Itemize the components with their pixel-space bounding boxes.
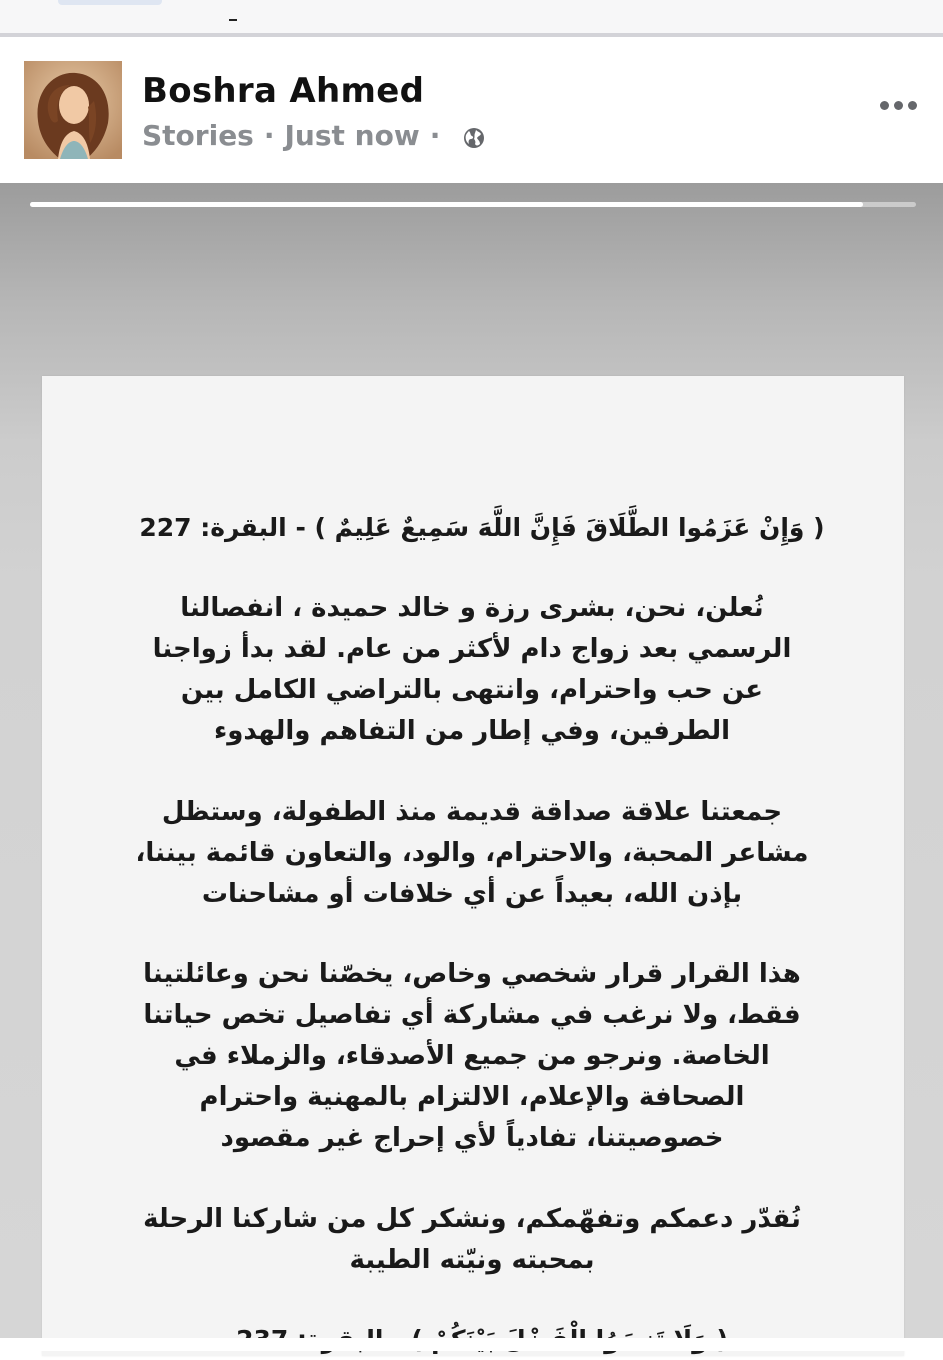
meta-separator: ·	[263, 119, 275, 152]
post-header	[0, 37, 943, 183]
statement-paragraph: هذا القرار قرار شخصي وخاص، يخصّنا نحن وعائلتينا فقط، ولا نرغب في مشاركة أي تفاصيل تخص حياتنا الخاصة. ونرجو من جميع الأصدقاء، والزملاء في الصحافة والإعلام، الالتزام بالمهنية واحترام خصوصيتنا، تفادياً لأي إحراج غير مقصود	[143, 959, 801, 1153]
story-viewer[interactable]	[0, 183, 943, 1338]
statement-paragraph: نُقدّر دعمكم وتفهّمكم، ونشكر كل من شاركنا الرحلة بمحبته ونيّته الطيبة	[143, 1204, 801, 1275]
meta-separator: ·	[429, 119, 441, 152]
post-time[interactable]: Just now	[284, 119, 420, 152]
more-dot	[908, 101, 917, 110]
bottom-edge	[0, 1338, 943, 1351]
statement-paragraph: نُعلن، نحن، بشرى رزة و خالد حميدة ، انفصالنا الرسمي بعد زواج دام لأكثر من عام. لقد بدأ زواجنا عن حب واحترام، وانتهى بالتراضي الكامل بين الطرفين، وفي إطار من التفاهم والهدوء	[152, 593, 792, 746]
story-progress-track	[30, 202, 916, 207]
more-options-button[interactable]	[880, 101, 917, 110]
status-strip	[0, 0, 943, 36]
globe-icon[interactable]	[462, 124, 486, 148]
statement-image	[42, 376, 904, 1356]
author-name[interactable]: Boshra Ahmed	[142, 71, 425, 111]
previous-post-edge	[58, 0, 162, 5]
more-dot	[894, 101, 903, 110]
statement-paragraph: جمعتنا علاقة صداقة قديمة منذ الطفولة، وستظل مشاعر المحبة، والاحترام، والود، والتعاون قائمة بيننا، بإذن الله، بعيداً عن أي خلافات أو مشاحنات	[135, 797, 809, 909]
avatar-photo-icon	[24, 61, 122, 159]
quran-verse: ( وَإِنْ عَزَمُوا الطَّلَاقَ فَإِنَّ اللَّهَ سَمِيعٌ عَلِيمٌ ) - البقرة: 227	[139, 513, 825, 542]
separator-dash	[229, 19, 237, 21]
story-progress-fill	[30, 202, 863, 207]
avatar[interactable]	[24, 61, 122, 159]
post-source: Stories	[142, 119, 254, 152]
post-meta	[142, 119, 486, 152]
more-dot	[880, 101, 889, 110]
